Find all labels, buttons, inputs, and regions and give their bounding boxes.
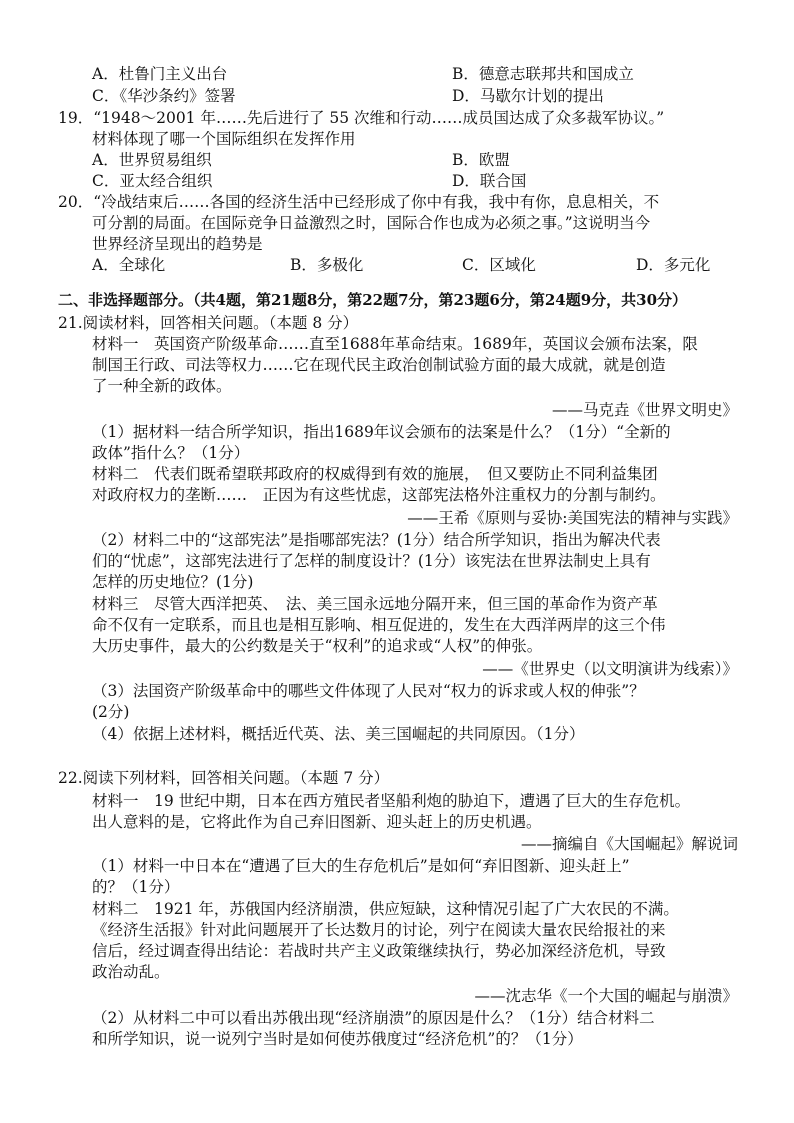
q22-material2-line3: 信后，经过调查得出结论：若战时共产主义政策继续执行，势必加深经济危机，导致 xyxy=(92,942,666,960)
q21-sub4-line1: （4）依据上述材料，概括近代英、法、美三国崛起的共同原因。（1分） xyxy=(92,725,585,743)
q21-sub3-line2: (2分) xyxy=(92,703,130,721)
q21-material2-line1: 材料二 代表们既希望联邦政府的权威得到有效的施展， 但又要防止不同利益集团 xyxy=(92,465,658,483)
q22-material1-line2: 出人意料的是，它将此作为自己弃旧图新、迎头赶上的历史机遇。 xyxy=(92,813,542,831)
q21-sub1-line1: （1）据材料一结合所学知识，指出1689年议会颁布的法案是什么？（1分）“全新的 xyxy=(92,423,671,441)
q21-sub2-line1: （2）材料二中的“这部宪法”是指哪部宪法？(1分）结合所学知识，指出为解决代表 xyxy=(92,531,661,549)
q22-sub2-line1: （2）从材料二中可以看出苏俄出现“经济崩溃”的原因是什么？（1分）结合材料二 xyxy=(92,1009,655,1027)
q21-sub2-line3: 怎样的历史地位？(1分) xyxy=(92,573,254,591)
q19-option-c: C．亚太经合组织 xyxy=(92,172,213,190)
q21-sub3-line1: （3）法国资产阶级革命中的哪些文件体现了人民对“权力的诉求或人权的伸张”？ xyxy=(92,682,645,700)
q19-option-a: A．世界贸易组织 xyxy=(92,151,212,169)
q20-stem-line2: 可分割的局面。在国际竞争日益激烈之时，国际合作也成为必须之事。”这说明当今 xyxy=(92,214,651,232)
q22-sub1-line1: （1）材料一中日本在“遭遇了巨大的生存危机后”是如何“弃旧图新、迎头赶上” xyxy=(92,857,630,875)
q18-option-b: B．德意志联邦共和国成立 xyxy=(452,65,634,83)
q21-material2-source: ——王希《原则与妥协:美国宪法的精神与实践》 xyxy=(407,509,738,527)
q22-sub1-line2: 的？（1分） xyxy=(92,878,180,896)
q22-material1-line1: 材料一 19 世纪中期，日本在西方殖民者坚船利炮的胁迫下，遭遇了巨大的生存危机。 xyxy=(92,792,691,810)
q21-sub1-line2: 政体”指什么？（1分） xyxy=(92,444,250,462)
q21-material1-line1: 材料一 英国资产阶级革命……直至1688年革命结束。1689年，英国议会颁布法案，限 xyxy=(92,335,698,353)
q22-material2-source: ——沈志华《一个大国的崛起与崩溃》 xyxy=(474,987,738,1005)
q18-option-a: A．杜鲁门主义出台 xyxy=(92,65,228,83)
q22-material1-source: ——摘编自《大国崛起》解说词 xyxy=(520,835,738,853)
q21-material3-line2: 命不仅有一定联系，而且也是相互影响、相互促进的，发生在大西洋两岸的这三个伟 xyxy=(92,616,666,634)
q20-option-a: A．全球化 xyxy=(92,256,166,274)
q19-stem-line2: 材料体现了哪一个国际组织在发挥作用 xyxy=(92,130,356,148)
q20-stem-line1: 20．“冷战结束后……各国的经济生活中已经形成了你中有我，我中有你，息息相关，不 xyxy=(58,193,660,211)
q21-material3-source: ——《世界史（以文明演讲为线索）》 xyxy=(482,660,738,678)
q22-material2-line2: 《经济生活报》针对此问题展开了长达数月的讨论，列宁在阅读大量农民给报社的来 xyxy=(92,921,666,939)
q22-material2-line1: 材料二 1921 年，苏俄国内经济崩溃，供应短缺，这种情况引起了广大农民的不满。 xyxy=(92,900,679,918)
q21-heading: 21.阅读材料，回答相关问题。（本题 8 分） xyxy=(58,314,359,332)
q21-material3-line1: 材料三 尽管大西洋把英、 法、美三国永远地分隔开来，但三国的革命作为资产革 xyxy=(92,595,658,613)
q18-option-d: D．马歇尔计划的提出 xyxy=(452,87,604,105)
q22-material2-line4: 政治动乱。 xyxy=(92,963,170,981)
q20-stem-line3: 世界经济呈现出的趋势是 xyxy=(92,235,263,253)
q19-stem-line1: 19．“1948～2001 年……先后进行了 55 次维和行动……成员国达成了众多裁军协议。” xyxy=(58,109,665,127)
q21-material2-line2: 对政府权力的垄断…… 正因为有这些忧虑，这部宪法格外注重权力的分割与制约。 xyxy=(92,486,666,504)
q21-sub2-line2: 们的“忧虑”，这部宪法进行了怎样的制度设计？(1分）该宪法在世界法制史上具有 xyxy=(92,552,651,570)
q22-heading: 22.阅读下列材料，回答相关问题。（本题 7 分） xyxy=(58,769,390,787)
q21-material1-source: ——马克垚《世界文明史》 xyxy=(551,401,738,419)
q20-option-d: D．多元化 xyxy=(636,256,711,274)
q20-option-b: B．多极化 xyxy=(290,256,364,274)
q21-material1-line2: 制国王行政、司法等权力……它在现代民主政治创制试验方面的最大成就，就是创造 xyxy=(92,356,666,374)
q18-option-c: C．《华沙条约》签署 xyxy=(92,87,236,105)
q21-material1-line3: 了一种全新的政体。 xyxy=(92,377,232,395)
q21-material3-line3: 大历史事件，最大的公约数是关于“权利”的追求或“人权”的伸张。 xyxy=(92,637,543,655)
q20-option-c: C．区域化 xyxy=(462,256,536,274)
q19-option-b: B．欧盟 xyxy=(452,151,510,169)
q22-sub2-line2: 和所学知识，说一说列宁当时是如何使苏俄度过“经济危机”的？（1分） xyxy=(92,1030,583,1048)
q19-option-d: D．联合国 xyxy=(452,172,527,190)
section-2-heading: 二、非选择题部分。（共4题，第21题8分，第22题7分，第23题6分，第24题9分，共30分） xyxy=(58,291,688,309)
